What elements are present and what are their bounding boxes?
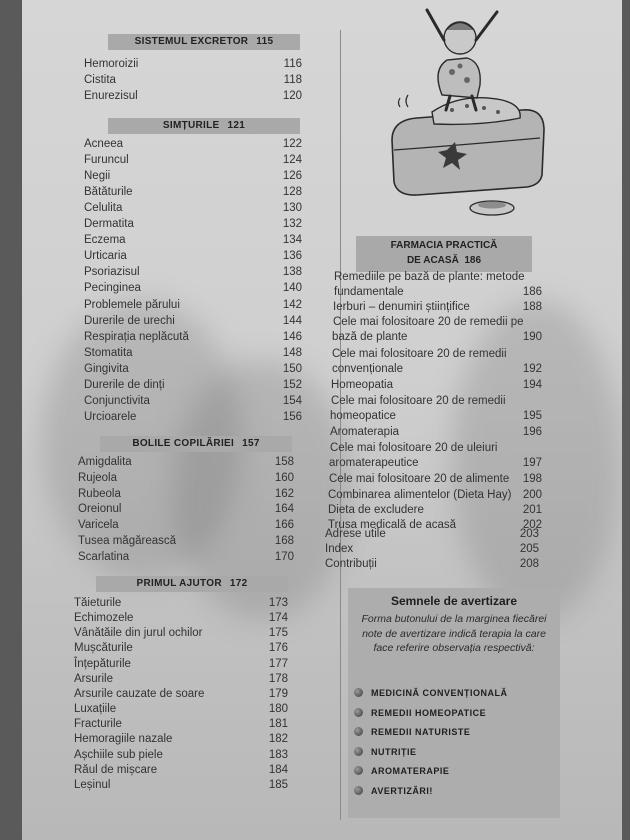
- entry-title: Celulita: [84, 202, 123, 215]
- contents-entry[interactable]: [329, 456, 542, 471]
- entry-page-number: 142: [282, 298, 302, 311]
- entry-title: Rubeola: [78, 487, 121, 500]
- bullet-button-icon: [354, 727, 363, 736]
- contents-entry[interactable]: [84, 233, 302, 248]
- contents-entry[interactable]: [74, 641, 288, 656]
- contents-entry[interactable]: [84, 137, 302, 152]
- entry-title: Bătăturile: [84, 186, 133, 199]
- contents-entry[interactable]: [74, 748, 288, 763]
- entry-page-number: 174: [268, 612, 288, 625]
- contents-entry[interactable]: [74, 763, 288, 778]
- entry-title: Rujeola: [78, 471, 117, 484]
- contents-entry[interactable]: [74, 702, 288, 717]
- entry-page-number: 162: [274, 487, 294, 500]
- entry-page-number: 166: [274, 519, 294, 532]
- warning-legend-label: REMEDII NATURISTE: [371, 727, 471, 737]
- contents-entry[interactable]: [330, 441, 542, 456]
- warning-legend-item: [354, 784, 433, 798]
- contents-entry[interactable]: [84, 394, 302, 409]
- entry-title: Ierburi – denumiri științifice: [333, 301, 470, 313]
- contents-entry[interactable]: [84, 281, 302, 296]
- entry-page-number: 178: [268, 672, 288, 685]
- entry-page-number: 203: [519, 528, 539, 540]
- section-page-number: 121: [227, 120, 246, 131]
- entry-page-number: 190: [522, 331, 542, 343]
- entry-page-number: 130: [282, 202, 302, 215]
- entry-title: Hemoragiile nazale: [74, 733, 173, 746]
- contents-entry[interactable]: [84, 249, 302, 264]
- contents-entry[interactable]: [78, 550, 294, 565]
- entry-page-number: 120: [282, 90, 302, 102]
- warning-box-description: Forma butonului de la marginea fiecărei note de avertizare indică terapia la care face referire observația respectivă:: [361, 613, 547, 654]
- entry-title: Cele mai folositoare 20 de remedii pe: [333, 316, 524, 328]
- entry-title: Cistita: [84, 74, 116, 86]
- entry-title: Psoriazisul: [84, 266, 140, 279]
- entry-title: Negii: [84, 170, 111, 183]
- entry-title: Trusa medicală de acasă: [328, 519, 457, 531]
- entry-title: Răul de mișcare: [74, 763, 158, 776]
- contents-entry[interactable]: [84, 201, 302, 216]
- entry-title: homeopatice: [330, 410, 396, 422]
- entry-title: Varicela: [78, 519, 119, 532]
- entry-page-number: 182: [268, 733, 288, 746]
- entry-page-number: 164: [274, 503, 294, 516]
- contents-entry[interactable]: [74, 626, 288, 641]
- entry-page-number: 168: [274, 535, 294, 547]
- entry-title: Combinarea alimentelor (Dieta Hay): [328, 489, 512, 501]
- contents-entry[interactable]: [74, 778, 288, 793]
- entry-title: Echimozele: [74, 612, 134, 625]
- entry-title: Homeopatia: [331, 379, 394, 391]
- entry-title: Durerile de dinți: [84, 378, 165, 391]
- entry-page-number: 208: [519, 558, 539, 570]
- entry-page-number: 116: [283, 58, 302, 70]
- contents-entry[interactable]: [84, 169, 302, 184]
- entry-title: Remediile pe bază de plante: metode: [334, 271, 525, 283]
- contents-entry[interactable]: [332, 362, 542, 377]
- entry-title: bază de plante: [332, 331, 408, 343]
- entry-title: Aromaterapia: [330, 426, 400, 438]
- contents-entry[interactable]: [74, 611, 288, 626]
- entry-page-number: 195: [522, 410, 542, 422]
- section-title: PRIMUL AJUTOR: [136, 578, 222, 589]
- entry-page-number: 194: [522, 379, 542, 391]
- entry-title: Respirația neplăcută: [84, 330, 189, 343]
- section-header: [108, 34, 300, 50]
- contents-entry[interactable]: [325, 557, 539, 572]
- contents-entry[interactable]: [325, 527, 539, 542]
- entry-page-number: 156: [282, 410, 302, 423]
- contents-entry[interactable]: [330, 409, 542, 424]
- entry-title: Așchiile sub piele: [74, 748, 163, 761]
- entry-page-number: 150: [282, 362, 302, 375]
- entry-title: Oreionul: [78, 503, 122, 516]
- section-header: [108, 118, 300, 134]
- section-header: [96, 576, 288, 592]
- entry-page-number: 188: [522, 301, 542, 313]
- bullet-button-icon: [354, 708, 363, 717]
- warning-legend-item: [354, 745, 417, 759]
- entry-title: Stomatita: [84, 346, 133, 359]
- entry-title: Cele mai folositoare 20 de remedii: [331, 395, 506, 407]
- section-title-line2: DE ACASĂ: [406, 255, 459, 266]
- entry-page-number: 180: [268, 703, 288, 716]
- contents-entry[interactable]: [84, 185, 302, 200]
- entry-title: convenționale: [332, 363, 403, 375]
- contents-entry[interactable]: [325, 542, 539, 557]
- entry-title: Pecinginea: [84, 282, 141, 295]
- contents-entry[interactable]: [84, 362, 302, 377]
- entry-title: Fracturile: [74, 718, 122, 731]
- entry-title: Cele mai folositoare 20 de remedii: [332, 348, 507, 360]
- entry-page-number: 158: [274, 456, 294, 468]
- contents-entry[interactable]: [78, 487, 294, 502]
- contents-entry[interactable]: [74, 596, 288, 611]
- contents-entry[interactable]: [84, 153, 302, 168]
- contents-entry[interactable]: [78, 502, 294, 517]
- contents-entry[interactable]: [332, 347, 542, 362]
- entry-page-number: 173: [268, 597, 288, 609]
- entry-title: Cele mai folositoare 20 de uleiuri: [330, 442, 498, 454]
- warning-legend-item: [354, 706, 486, 720]
- contents-entry[interactable]: [331, 394, 542, 409]
- entry-page-number: 126: [282, 170, 302, 183]
- child-on-bed-illustration: [372, 0, 572, 225]
- entry-page-number: 134: [282, 234, 302, 247]
- contents-entry[interactable]: [84, 57, 302, 72]
- section-page-number: 157: [242, 438, 260, 449]
- entry-title: Eczema: [84, 234, 126, 247]
- entry-title: Hemoroizii: [84, 58, 139, 70]
- entry-title: Problemele părului: [84, 298, 180, 311]
- entry-title: Contribuții: [325, 558, 377, 570]
- entry-page-number: 122: [282, 138, 302, 150]
- contents-entry[interactable]: [84, 73, 302, 88]
- contents-entry[interactable]: [333, 315, 542, 330]
- entry-page-number: 202: [522, 519, 542, 531]
- entry-page-number: 201: [522, 504, 542, 516]
- entry-title: Amigdalita: [78, 456, 132, 468]
- entry-page-number: 144: [282, 314, 302, 327]
- section-page-number: 172: [229, 578, 248, 589]
- entry-title: Durerile de urechi: [84, 314, 175, 327]
- section-title-line1: FARMACIA PRACTICĂ: [390, 240, 498, 251]
- bullet-button-icon: [354, 747, 363, 756]
- contents-entry[interactable]: [74, 717, 288, 732]
- warning-box-title: Semnele de avertizare: [390, 594, 518, 608]
- warning-signs-box: [348, 588, 560, 818]
- book-page: [22, 0, 622, 840]
- entry-title: Index: [325, 543, 354, 555]
- entry-page-number: 146: [282, 330, 302, 343]
- section-header: [100, 436, 292, 452]
- bullet-button-icon: [354, 688, 363, 697]
- contents-entry[interactable]: [78, 534, 294, 549]
- section-title: BOLILE COPILĂRIEI: [132, 438, 235, 449]
- entry-title: Acneea: [84, 138, 124, 150]
- contents-entry[interactable]: [84, 314, 302, 329]
- entry-title: Leșinul: [74, 778, 111, 791]
- entry-page-number: 176: [268, 642, 288, 655]
- entry-page-number: 118: [283, 74, 302, 86]
- contents-entry[interactable]: [329, 472, 542, 487]
- entry-page-number: 128: [282, 186, 302, 199]
- entry-page-number: 177: [268, 657, 288, 670]
- entry-title: Mușcăturile: [74, 642, 133, 655]
- contents-entry[interactable]: [84, 378, 302, 393]
- entry-title: Dermatita: [84, 218, 134, 231]
- entry-page-number: 205: [519, 543, 539, 555]
- warning-legend-item: [354, 686, 508, 700]
- contents-entry[interactable]: [74, 687, 288, 702]
- warning-legend-item: [354, 764, 449, 778]
- contents-entry[interactable]: [78, 471, 294, 486]
- entry-title: Arsurile cauzate de soare: [74, 687, 205, 700]
- entry-page-number: 181: [268, 718, 288, 731]
- entry-title: Furuncul: [84, 154, 129, 167]
- entry-title: Arsurile: [74, 672, 113, 685]
- entry-title: Tăieturile: [74, 597, 122, 609]
- warning-legend-label: MEDICINĂ CONVENȚIONALĂ: [371, 688, 508, 698]
- entry-page-number: 200: [522, 489, 542, 501]
- contents-entry[interactable]: [328, 488, 542, 503]
- entry-page-number: 192: [522, 363, 542, 375]
- entry-page-number: 140: [282, 282, 302, 295]
- entry-title: Urticaria: [84, 250, 127, 263]
- entry-page-number: 198: [522, 473, 542, 485]
- warning-legend-label: AROMATERAPIE: [371, 766, 450, 776]
- bullet-button-icon: [354, 786, 363, 795]
- entry-page-number: 183: [268, 748, 288, 761]
- section-title: SISTEMUL EXCRETOR: [134, 36, 249, 47]
- entry-title: Vânătăile din jurul ochilor: [74, 627, 203, 640]
- entry-page-number: 184: [268, 763, 288, 776]
- contents-entry[interactable]: [333, 300, 542, 315]
- entry-title: Gingivita: [84, 362, 129, 375]
- contents-entry[interactable]: [330, 425, 542, 440]
- entry-page-number: 148: [282, 346, 302, 359]
- entry-page-number: 132: [282, 218, 302, 231]
- entry-page-number: 196: [522, 426, 542, 438]
- contents-entry[interactable]: [84, 330, 302, 345]
- contents-entry[interactable]: [74, 732, 288, 747]
- warning-legend-item: [354, 725, 470, 739]
- warning-legend-label: REMEDII HOMEOPATICE: [371, 707, 487, 718]
- contents-entry[interactable]: [74, 672, 288, 687]
- contents-entry[interactable]: [84, 89, 302, 104]
- contents-entry[interactable]: [78, 518, 294, 533]
- contents-entry[interactable]: [84, 217, 302, 232]
- entry-title: Tusea măgărească: [78, 535, 177, 547]
- contents-entry[interactable]: [74, 657, 288, 672]
- warning-legend-label: NUTRIȚIE: [371, 746, 417, 757]
- contents-entry[interactable]: [334, 270, 542, 285]
- section-page-number: 186: [464, 255, 482, 266]
- entry-title: Dieta de excludere: [328, 504, 424, 516]
- entry-page-number: 175: [268, 627, 288, 640]
- entry-title: Urcioarele: [84, 410, 137, 423]
- contents-entry[interactable]: [84, 265, 302, 280]
- contents-entry[interactable]: [332, 330, 542, 345]
- entry-title: Cele mai folositoare 20 de alimente: [329, 473, 510, 485]
- entry-page-number: 170: [274, 550, 294, 563]
- entry-page-number: 124: [282, 154, 302, 167]
- contents-entry[interactable]: [84, 346, 302, 361]
- warning-legend-label: AVERTIZĂRI!: [371, 785, 433, 796]
- entry-page-number: 185: [268, 778, 288, 791]
- section-header-farmacia: [356, 236, 532, 272]
- contents-entry[interactable]: [84, 298, 302, 313]
- contents-entry[interactable]: [328, 503, 542, 518]
- entry-page-number: 186: [522, 286, 542, 298]
- entry-title: Enurezisul: [84, 90, 138, 102]
- entry-page-number: 136: [282, 250, 302, 263]
- entry-title: Scarlatina: [78, 550, 130, 563]
- entry-page-number: 138: [282, 266, 302, 279]
- entry-page-number: 152: [282, 378, 302, 391]
- entry-title: Înțepăturile: [74, 657, 131, 670]
- contents-entry[interactable]: [331, 378, 542, 393]
- bullet-button-icon: [354, 766, 363, 775]
- entry-title: aromaterapeutice: [329, 457, 419, 469]
- entry-title: Adrese utile: [325, 528, 386, 540]
- entry-page-number: 179: [268, 687, 288, 700]
- entry-title: fundamentale: [334, 286, 404, 298]
- entry-title: Conjunctivita: [84, 394, 150, 407]
- entry-title: Luxațiile: [74, 703, 117, 716]
- contents-entry[interactable]: [84, 410, 302, 425]
- contents-entry[interactable]: [334, 285, 542, 300]
- contents-entry[interactable]: [78, 455, 294, 470]
- section-title: SIMȚURILE: [162, 120, 220, 131]
- entry-page-number: 197: [522, 457, 542, 469]
- entry-page-number: 160: [274, 471, 294, 484]
- section-page-number: 115: [256, 36, 274, 47]
- entry-page-number: 154: [282, 394, 302, 407]
